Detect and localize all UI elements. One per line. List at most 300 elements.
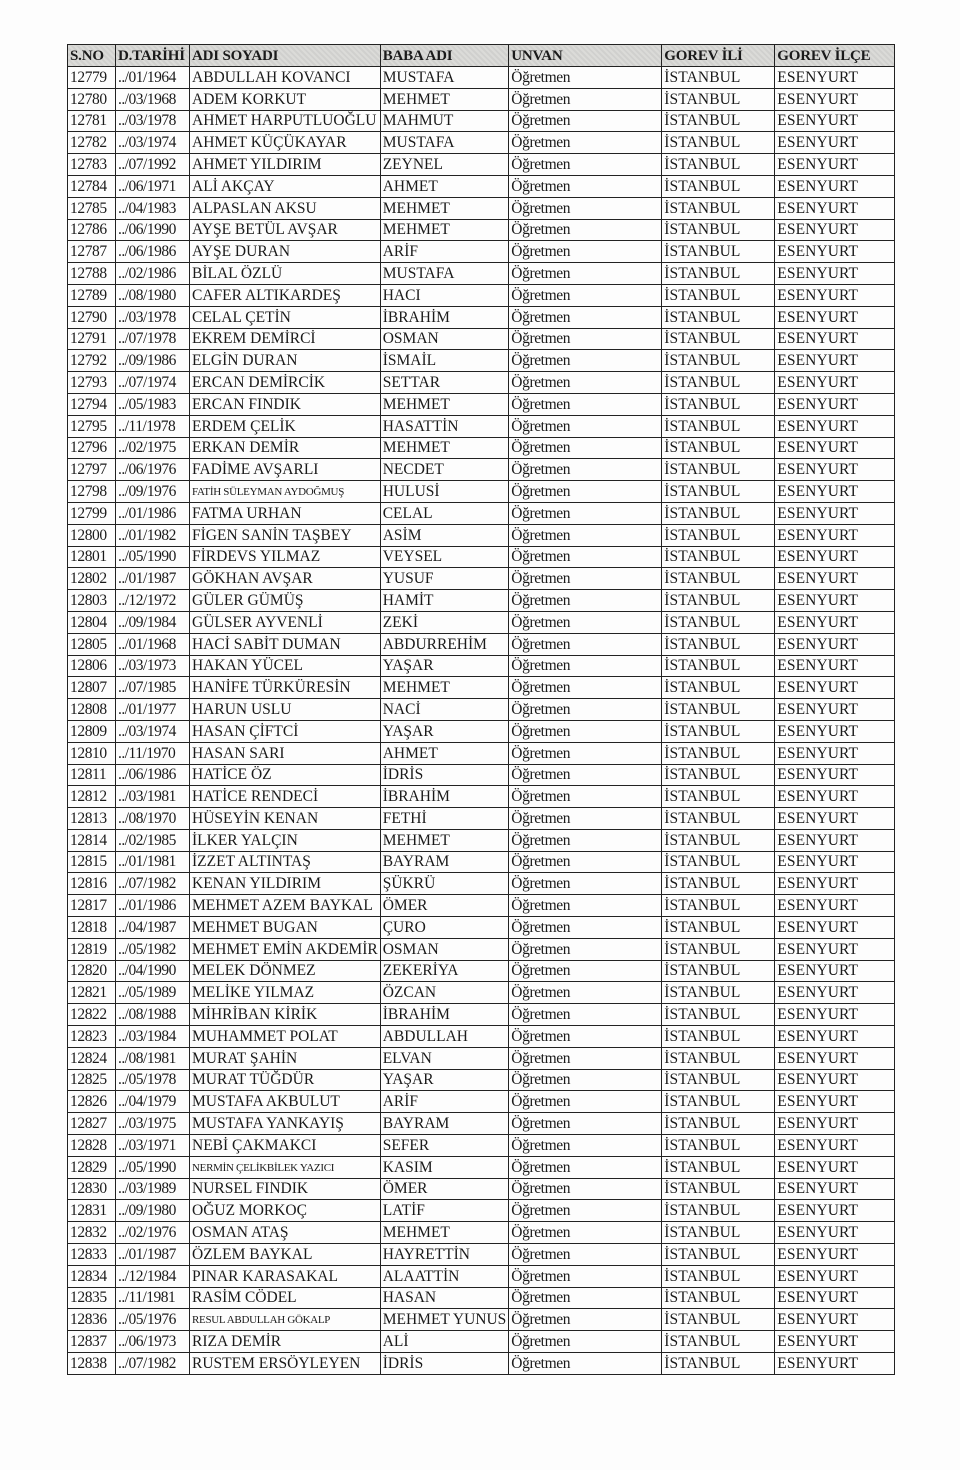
full-name-cell: HATİCE RENDECİ bbox=[190, 786, 381, 808]
title-cell: Öğretmen bbox=[509, 960, 662, 982]
full-name-cell: NURSEL FINDIK bbox=[190, 1178, 381, 1200]
father-name-cell: AHMET bbox=[380, 175, 509, 197]
province-cell: İSTANBUL bbox=[662, 590, 775, 612]
full-name-cell: FATMA URHAN bbox=[190, 502, 381, 524]
district-cell: ESENYURT bbox=[775, 895, 895, 917]
province-cell: İSTANBUL bbox=[662, 437, 775, 459]
full-name-cell: AHMET KÜÇÜKAYAR bbox=[190, 132, 381, 154]
father-name-cell: MUSTAFA bbox=[380, 132, 509, 154]
full-name-cell: MEHMET BUGAN bbox=[190, 917, 381, 939]
birth-date-cell: ../02/1985 bbox=[116, 829, 190, 851]
father-name-cell: HAYRETTİN bbox=[380, 1244, 509, 1266]
title-cell: Öğretmen bbox=[509, 568, 662, 590]
table-row bbox=[68, 350, 895, 372]
district-cell: ESENYURT bbox=[775, 524, 895, 546]
table-row bbox=[68, 917, 895, 939]
title-cell: Öğretmen bbox=[509, 1287, 662, 1309]
table-row bbox=[68, 677, 895, 699]
district-cell: ESENYURT bbox=[775, 1265, 895, 1287]
serial-number-cell: 12820 bbox=[68, 960, 116, 982]
father-name-cell: HAMİT bbox=[380, 590, 509, 612]
serial-number-cell: 12810 bbox=[68, 742, 116, 764]
province-cell: İSTANBUL bbox=[662, 328, 775, 350]
district-cell: ESENYURT bbox=[775, 960, 895, 982]
title-cell: Öğretmen bbox=[509, 546, 662, 568]
full-name-cell: HARUN USLU bbox=[190, 699, 381, 721]
father-name-cell: ARİF bbox=[380, 1091, 509, 1113]
district-cell: ESENYURT bbox=[775, 655, 895, 677]
province-cell: İSTANBUL bbox=[662, 1026, 775, 1048]
title-cell: Öğretmen bbox=[509, 1069, 662, 1091]
province-cell: İSTANBUL bbox=[662, 786, 775, 808]
district-cell: ESENYURT bbox=[775, 372, 895, 394]
birth-date-cell: ../03/1975 bbox=[116, 1113, 190, 1135]
birth-date-cell: ../03/1971 bbox=[116, 1135, 190, 1157]
province-cell: İSTANBUL bbox=[662, 1047, 775, 1069]
district-cell: ESENYURT bbox=[775, 1156, 895, 1178]
table-row bbox=[68, 1353, 895, 1375]
table-row bbox=[68, 306, 895, 328]
serial-number-cell: 12795 bbox=[68, 415, 116, 437]
table-row bbox=[68, 1069, 895, 1091]
birth-date-cell: ../05/1976 bbox=[116, 1309, 190, 1331]
table-row bbox=[68, 393, 895, 415]
title-cell: Öğretmen bbox=[509, 829, 662, 851]
district-cell: ESENYURT bbox=[775, 808, 895, 830]
birth-date-cell: ../06/1976 bbox=[116, 459, 190, 481]
birth-date-cell: ../01/1986 bbox=[116, 502, 190, 524]
father-name-cell: MEHMET YUNUS bbox=[380, 1309, 509, 1331]
serial-number-cell: 12821 bbox=[68, 982, 116, 1004]
province-cell: İSTANBUL bbox=[662, 677, 775, 699]
birth-date-cell: ../04/1979 bbox=[116, 1091, 190, 1113]
father-name-cell: MUSTAFA bbox=[380, 67, 509, 89]
table-row bbox=[68, 197, 895, 219]
title-cell: Öğretmen bbox=[509, 1135, 662, 1157]
full-name-cell: HAKAN YÜCEL bbox=[190, 655, 381, 677]
table-body bbox=[68, 67, 895, 1375]
father-name-cell: ÖMER bbox=[380, 1178, 509, 1200]
district-cell: ESENYURT bbox=[775, 328, 895, 350]
district-cell: ESENYURT bbox=[775, 219, 895, 241]
birth-date-cell: ../07/1985 bbox=[116, 677, 190, 699]
district-cell: ESENYURT bbox=[775, 829, 895, 851]
full-name-cell: ERCAN DEMİRCİK bbox=[190, 372, 381, 394]
father-name-cell: MEHMET bbox=[380, 88, 509, 110]
district-cell: ESENYURT bbox=[775, 699, 895, 721]
province-cell: İSTANBUL bbox=[662, 611, 775, 633]
father-name-cell: MEHMET bbox=[380, 829, 509, 851]
full-name-cell: HASAN SARI bbox=[190, 742, 381, 764]
birth-date-cell: ../03/1989 bbox=[116, 1178, 190, 1200]
table-row bbox=[68, 67, 895, 89]
father-name-cell: İDRİS bbox=[380, 764, 509, 786]
table-row bbox=[68, 829, 895, 851]
birth-date-cell: ../08/1981 bbox=[116, 1047, 190, 1069]
birth-date-cell: ../09/1986 bbox=[116, 350, 190, 372]
father-name-cell: NACİ bbox=[380, 699, 509, 721]
province-cell: İSTANBUL bbox=[662, 1353, 775, 1375]
district-cell: ESENYURT bbox=[775, 1026, 895, 1048]
birth-date-cell: ../03/1968 bbox=[116, 88, 190, 110]
province-cell: İSTANBUL bbox=[662, 873, 775, 895]
province-cell: İSTANBUL bbox=[662, 917, 775, 939]
full-name-cell: MUSTAFA YANKAYIŞ bbox=[190, 1113, 381, 1135]
father-name-cell: İBRAHİM bbox=[380, 1004, 509, 1026]
table-row bbox=[68, 437, 895, 459]
serial-number-cell: 12831 bbox=[68, 1200, 116, 1222]
birth-date-cell: ../11/1978 bbox=[116, 415, 190, 437]
table-row bbox=[68, 699, 895, 721]
column-header-birth-date: D.TARİHİ bbox=[116, 45, 190, 67]
title-cell: Öğretmen bbox=[509, 481, 662, 503]
district-cell: ESENYURT bbox=[775, 873, 895, 895]
table-row bbox=[68, 895, 895, 917]
father-name-cell: ZEKİ bbox=[380, 611, 509, 633]
province-cell: İSTANBUL bbox=[662, 1156, 775, 1178]
full-name-cell: HASAN ÇİFTCİ bbox=[190, 720, 381, 742]
title-cell: Öğretmen bbox=[509, 372, 662, 394]
table-row bbox=[68, 786, 895, 808]
table-row bbox=[68, 219, 895, 241]
province-cell: İSTANBUL bbox=[662, 175, 775, 197]
serial-number-cell: 12823 bbox=[68, 1026, 116, 1048]
title-cell: Öğretmen bbox=[509, 175, 662, 197]
table-row bbox=[68, 1287, 895, 1309]
title-cell: Öğretmen bbox=[509, 393, 662, 415]
province-cell: İSTANBUL bbox=[662, 459, 775, 481]
district-cell: ESENYURT bbox=[775, 1309, 895, 1331]
district-cell: ESENYURT bbox=[775, 1047, 895, 1069]
column-header-father-name: BABA ADI bbox=[380, 45, 509, 67]
serial-number-cell: 12813 bbox=[68, 808, 116, 830]
father-name-cell: MAHMUT bbox=[380, 110, 509, 132]
full-name-cell: MELEK DÖNMEZ bbox=[190, 960, 381, 982]
province-cell: İSTANBUL bbox=[662, 699, 775, 721]
province-cell: İSTANBUL bbox=[662, 1200, 775, 1222]
title-cell: Öğretmen bbox=[509, 742, 662, 764]
table-row bbox=[68, 154, 895, 176]
header-row bbox=[68, 45, 895, 67]
district-cell: ESENYURT bbox=[775, 982, 895, 1004]
district-cell: ESENYURT bbox=[775, 88, 895, 110]
full-name-cell: HACİ SABİT DUMAN bbox=[190, 633, 381, 655]
province-cell: İSTANBUL bbox=[662, 1331, 775, 1353]
title-cell: Öğretmen bbox=[509, 895, 662, 917]
serial-number-cell: 12830 bbox=[68, 1178, 116, 1200]
district-cell: ESENYURT bbox=[775, 590, 895, 612]
title-cell: Öğretmen bbox=[509, 1265, 662, 1287]
birth-date-cell: ../03/1974 bbox=[116, 720, 190, 742]
table-row bbox=[68, 175, 895, 197]
birth-date-cell: ../08/1980 bbox=[116, 284, 190, 306]
birth-date-cell: ../05/1990 bbox=[116, 546, 190, 568]
birth-date-cell: ../04/1983 bbox=[116, 197, 190, 219]
serial-number-cell: 12811 bbox=[68, 764, 116, 786]
full-name-cell: MURAT TÜĞDÜR bbox=[190, 1069, 381, 1091]
table-row bbox=[68, 808, 895, 830]
father-name-cell: BAYRAM bbox=[380, 1113, 509, 1135]
personnel-table bbox=[67, 44, 895, 1375]
province-cell: İSTANBUL bbox=[662, 241, 775, 263]
father-name-cell: BAYRAM bbox=[380, 851, 509, 873]
district-cell: ESENYURT bbox=[775, 851, 895, 873]
serial-number-cell: 12836 bbox=[68, 1309, 116, 1331]
birth-date-cell: ../03/1981 bbox=[116, 786, 190, 808]
serial-number-cell: 12781 bbox=[68, 110, 116, 132]
table-row bbox=[68, 1331, 895, 1353]
full-name-cell: ALİ AKÇAY bbox=[190, 175, 381, 197]
birth-date-cell: ../05/1982 bbox=[116, 938, 190, 960]
province-cell: İSTANBUL bbox=[662, 895, 775, 917]
province-cell: İSTANBUL bbox=[662, 415, 775, 437]
district-cell: ESENYURT bbox=[775, 633, 895, 655]
father-name-cell: YAŞAR bbox=[380, 1069, 509, 1091]
table-row bbox=[68, 1309, 895, 1331]
father-name-cell: ÖMER bbox=[380, 895, 509, 917]
district-cell: ESENYURT bbox=[775, 306, 895, 328]
father-name-cell: AHMET bbox=[380, 742, 509, 764]
title-cell: Öğretmen bbox=[509, 1047, 662, 1069]
serial-number-cell: 12791 bbox=[68, 328, 116, 350]
title-cell: Öğretmen bbox=[509, 633, 662, 655]
serial-number-cell: 12785 bbox=[68, 197, 116, 219]
title-cell: Öğretmen bbox=[509, 502, 662, 524]
father-name-cell: ABDULLAH bbox=[380, 1026, 509, 1048]
father-name-cell: İDRİS bbox=[380, 1353, 509, 1375]
district-cell: ESENYURT bbox=[775, 393, 895, 415]
province-cell: İSTANBUL bbox=[662, 372, 775, 394]
province-cell: İSTANBUL bbox=[662, 1222, 775, 1244]
title-cell: Öğretmen bbox=[509, 611, 662, 633]
father-name-cell: OSMAN bbox=[380, 938, 509, 960]
district-cell: ESENYURT bbox=[775, 110, 895, 132]
father-name-cell: MEHMET bbox=[380, 677, 509, 699]
district-cell: ESENYURT bbox=[775, 917, 895, 939]
serial-number-cell: 12805 bbox=[68, 633, 116, 655]
table-row bbox=[68, 1178, 895, 1200]
title-cell: Öğretmen bbox=[509, 306, 662, 328]
full-name-cell: GÖKHAN AVŞAR bbox=[190, 568, 381, 590]
birth-date-cell: ../07/1992 bbox=[116, 154, 190, 176]
table-row bbox=[68, 1222, 895, 1244]
table-row bbox=[68, 568, 895, 590]
full-name-cell: MELİKE YILMAZ bbox=[190, 982, 381, 1004]
birth-date-cell: ../03/1978 bbox=[116, 110, 190, 132]
province-cell: İSTANBUL bbox=[662, 481, 775, 503]
full-name-cell: İZZET ALTINTAŞ bbox=[190, 851, 381, 873]
birth-date-cell: ../08/1970 bbox=[116, 808, 190, 830]
title-cell: Öğretmen bbox=[509, 764, 662, 786]
title-cell: Öğretmen bbox=[509, 699, 662, 721]
full-name-cell: OĞUZ MORKOÇ bbox=[190, 1200, 381, 1222]
title-cell: Öğretmen bbox=[509, 219, 662, 241]
title-cell: Öğretmen bbox=[509, 1353, 662, 1375]
serial-number-cell: 12779 bbox=[68, 67, 116, 89]
district-cell: ESENYURT bbox=[775, 1200, 895, 1222]
title-cell: Öğretmen bbox=[509, 110, 662, 132]
province-cell: İSTANBUL bbox=[662, 1135, 775, 1157]
serial-number-cell: 12814 bbox=[68, 829, 116, 851]
title-cell: Öğretmen bbox=[509, 1200, 662, 1222]
title-cell: Öğretmen bbox=[509, 415, 662, 437]
full-name-cell: BİLAL ÖZLÜ bbox=[190, 263, 381, 285]
full-name-cell: HÜSEYİN KENAN bbox=[190, 808, 381, 830]
serial-number-cell: 12807 bbox=[68, 677, 116, 699]
birth-date-cell: ../01/1986 bbox=[116, 895, 190, 917]
full-name-cell: KENAN YILDIRIM bbox=[190, 873, 381, 895]
birth-date-cell: ../12/1972 bbox=[116, 590, 190, 612]
province-cell: İSTANBUL bbox=[662, 263, 775, 285]
province-cell: İSTANBUL bbox=[662, 568, 775, 590]
column-header-full-name: ADI SOYADI bbox=[190, 45, 381, 67]
table-row bbox=[68, 611, 895, 633]
full-name-cell: MEHMET AZEM BAYKAL bbox=[190, 895, 381, 917]
serial-number-cell: 12815 bbox=[68, 851, 116, 873]
birth-date-cell: ../11/1981 bbox=[116, 1287, 190, 1309]
table-row bbox=[68, 415, 895, 437]
full-name-cell: MEHMET EMİN AKDEMİR bbox=[190, 938, 381, 960]
serial-number-cell: 12808 bbox=[68, 699, 116, 721]
title-cell: Öğretmen bbox=[509, 132, 662, 154]
table-row bbox=[68, 720, 895, 742]
birth-date-cell: ../01/1964 bbox=[116, 67, 190, 89]
birth-date-cell: ../03/1974 bbox=[116, 132, 190, 154]
province-cell: İSTANBUL bbox=[662, 546, 775, 568]
table-row bbox=[68, 1047, 895, 1069]
column-header-district: GOREV İLÇE bbox=[775, 45, 895, 67]
title-cell: Öğretmen bbox=[509, 197, 662, 219]
full-name-cell: ALPASLAN AKSU bbox=[190, 197, 381, 219]
district-cell: ESENYURT bbox=[775, 1004, 895, 1026]
full-name-cell: ELGİN DURAN bbox=[190, 350, 381, 372]
full-name-cell: ADEM KORKUT bbox=[190, 88, 381, 110]
birth-date-cell: ../09/1984 bbox=[116, 611, 190, 633]
serial-number-cell: 12784 bbox=[68, 175, 116, 197]
title-cell: Öğretmen bbox=[509, 655, 662, 677]
serial-number-cell: 12835 bbox=[68, 1287, 116, 1309]
full-name-cell: İLKER YALÇIN bbox=[190, 829, 381, 851]
birth-date-cell: ../08/1988 bbox=[116, 1004, 190, 1026]
birth-date-cell: ../12/1984 bbox=[116, 1265, 190, 1287]
province-cell: İSTANBUL bbox=[662, 154, 775, 176]
table-row bbox=[68, 1265, 895, 1287]
district-cell: ESENYURT bbox=[775, 1353, 895, 1375]
father-name-cell: İBRAHİM bbox=[380, 786, 509, 808]
serial-number-cell: 12833 bbox=[68, 1244, 116, 1266]
province-cell: İSTANBUL bbox=[662, 982, 775, 1004]
title-cell: Öğretmen bbox=[509, 284, 662, 306]
serial-number-cell: 12793 bbox=[68, 372, 116, 394]
full-name-cell: FATİH SÜLEYMAN AYDOĞMUŞ bbox=[190, 481, 381, 503]
birth-date-cell: ../06/1986 bbox=[116, 764, 190, 786]
birth-date-cell: ../01/1987 bbox=[116, 1244, 190, 1266]
birth-date-cell: ../01/1968 bbox=[116, 633, 190, 655]
title-cell: Öğretmen bbox=[509, 437, 662, 459]
father-name-cell: VEYSEL bbox=[380, 546, 509, 568]
title-cell: Öğretmen bbox=[509, 1004, 662, 1026]
father-name-cell: CELAL bbox=[380, 502, 509, 524]
title-cell: Öğretmen bbox=[509, 459, 662, 481]
father-name-cell: ZEYNEL bbox=[380, 154, 509, 176]
birth-date-cell: ../07/1982 bbox=[116, 1353, 190, 1375]
table-row bbox=[68, 1135, 895, 1157]
district-cell: ESENYURT bbox=[775, 175, 895, 197]
province-cell: İSTANBUL bbox=[662, 132, 775, 154]
full-name-cell: RESUL ABDULLAH GÖKALP bbox=[190, 1309, 381, 1331]
district-cell: ESENYURT bbox=[775, 350, 895, 372]
table-row bbox=[68, 1004, 895, 1026]
province-cell: İSTANBUL bbox=[662, 960, 775, 982]
full-name-cell: ERCAN FINDIK bbox=[190, 393, 381, 415]
full-name-cell: RUSTEM ERSÖYLEYEN bbox=[190, 1353, 381, 1375]
birth-date-cell: ../03/1984 bbox=[116, 1026, 190, 1048]
serial-number-cell: 12817 bbox=[68, 895, 116, 917]
table-row bbox=[68, 110, 895, 132]
serial-number-cell: 12792 bbox=[68, 350, 116, 372]
birth-date-cell: ../07/1974 bbox=[116, 372, 190, 394]
serial-number-cell: 12828 bbox=[68, 1135, 116, 1157]
father-name-cell: MEHMET bbox=[380, 197, 509, 219]
serial-number-cell: 12826 bbox=[68, 1091, 116, 1113]
serial-number-cell: 12796 bbox=[68, 437, 116, 459]
full-name-cell: AHMET HARPUTLUOĞLU bbox=[190, 110, 381, 132]
birth-date-cell: ../07/1982 bbox=[116, 873, 190, 895]
title-cell: Öğretmen bbox=[509, 720, 662, 742]
district-cell: ESENYURT bbox=[775, 742, 895, 764]
serial-number-cell: 12780 bbox=[68, 88, 116, 110]
serial-number-cell: 12816 bbox=[68, 873, 116, 895]
father-name-cell: HASAN bbox=[380, 1287, 509, 1309]
serial-number-cell: 12834 bbox=[68, 1265, 116, 1287]
table-row bbox=[68, 1156, 895, 1178]
province-cell: İSTANBUL bbox=[662, 350, 775, 372]
table-row bbox=[68, 655, 895, 677]
birth-date-cell: ../04/1990 bbox=[116, 960, 190, 982]
district-cell: ESENYURT bbox=[775, 1091, 895, 1113]
province-cell: İSTANBUL bbox=[662, 633, 775, 655]
birth-date-cell: ../02/1975 bbox=[116, 437, 190, 459]
serial-number-cell: 12803 bbox=[68, 590, 116, 612]
table-row bbox=[68, 546, 895, 568]
table-row bbox=[68, 1113, 895, 1135]
table-row bbox=[68, 633, 895, 655]
district-cell: ESENYURT bbox=[775, 481, 895, 503]
birth-date-cell: ../07/1978 bbox=[116, 328, 190, 350]
father-name-cell: ELVAN bbox=[380, 1047, 509, 1069]
province-cell: İSTANBUL bbox=[662, 1287, 775, 1309]
birth-date-cell: ../06/1973 bbox=[116, 1331, 190, 1353]
serial-number-cell: 12829 bbox=[68, 1156, 116, 1178]
province-cell: İSTANBUL bbox=[662, 1309, 775, 1331]
title-cell: Öğretmen bbox=[509, 154, 662, 176]
birth-date-cell: ../01/1982 bbox=[116, 524, 190, 546]
table-row bbox=[68, 742, 895, 764]
father-name-cell: İSMAİL bbox=[380, 350, 509, 372]
birth-date-cell: ../03/1978 bbox=[116, 306, 190, 328]
table-row bbox=[68, 590, 895, 612]
birth-date-cell: ../06/1986 bbox=[116, 241, 190, 263]
district-cell: ESENYURT bbox=[775, 1287, 895, 1309]
column-header-title: UNVAN bbox=[509, 45, 662, 67]
serial-number-cell: 12819 bbox=[68, 938, 116, 960]
full-name-cell: CAFER ALTIKARDEŞ bbox=[190, 284, 381, 306]
birth-date-cell: ../02/1976 bbox=[116, 1222, 190, 1244]
title-cell: Öğretmen bbox=[509, 808, 662, 830]
father-name-cell: HACI bbox=[380, 284, 509, 306]
table-row bbox=[68, 241, 895, 263]
serial-number-cell: 12838 bbox=[68, 1353, 116, 1375]
